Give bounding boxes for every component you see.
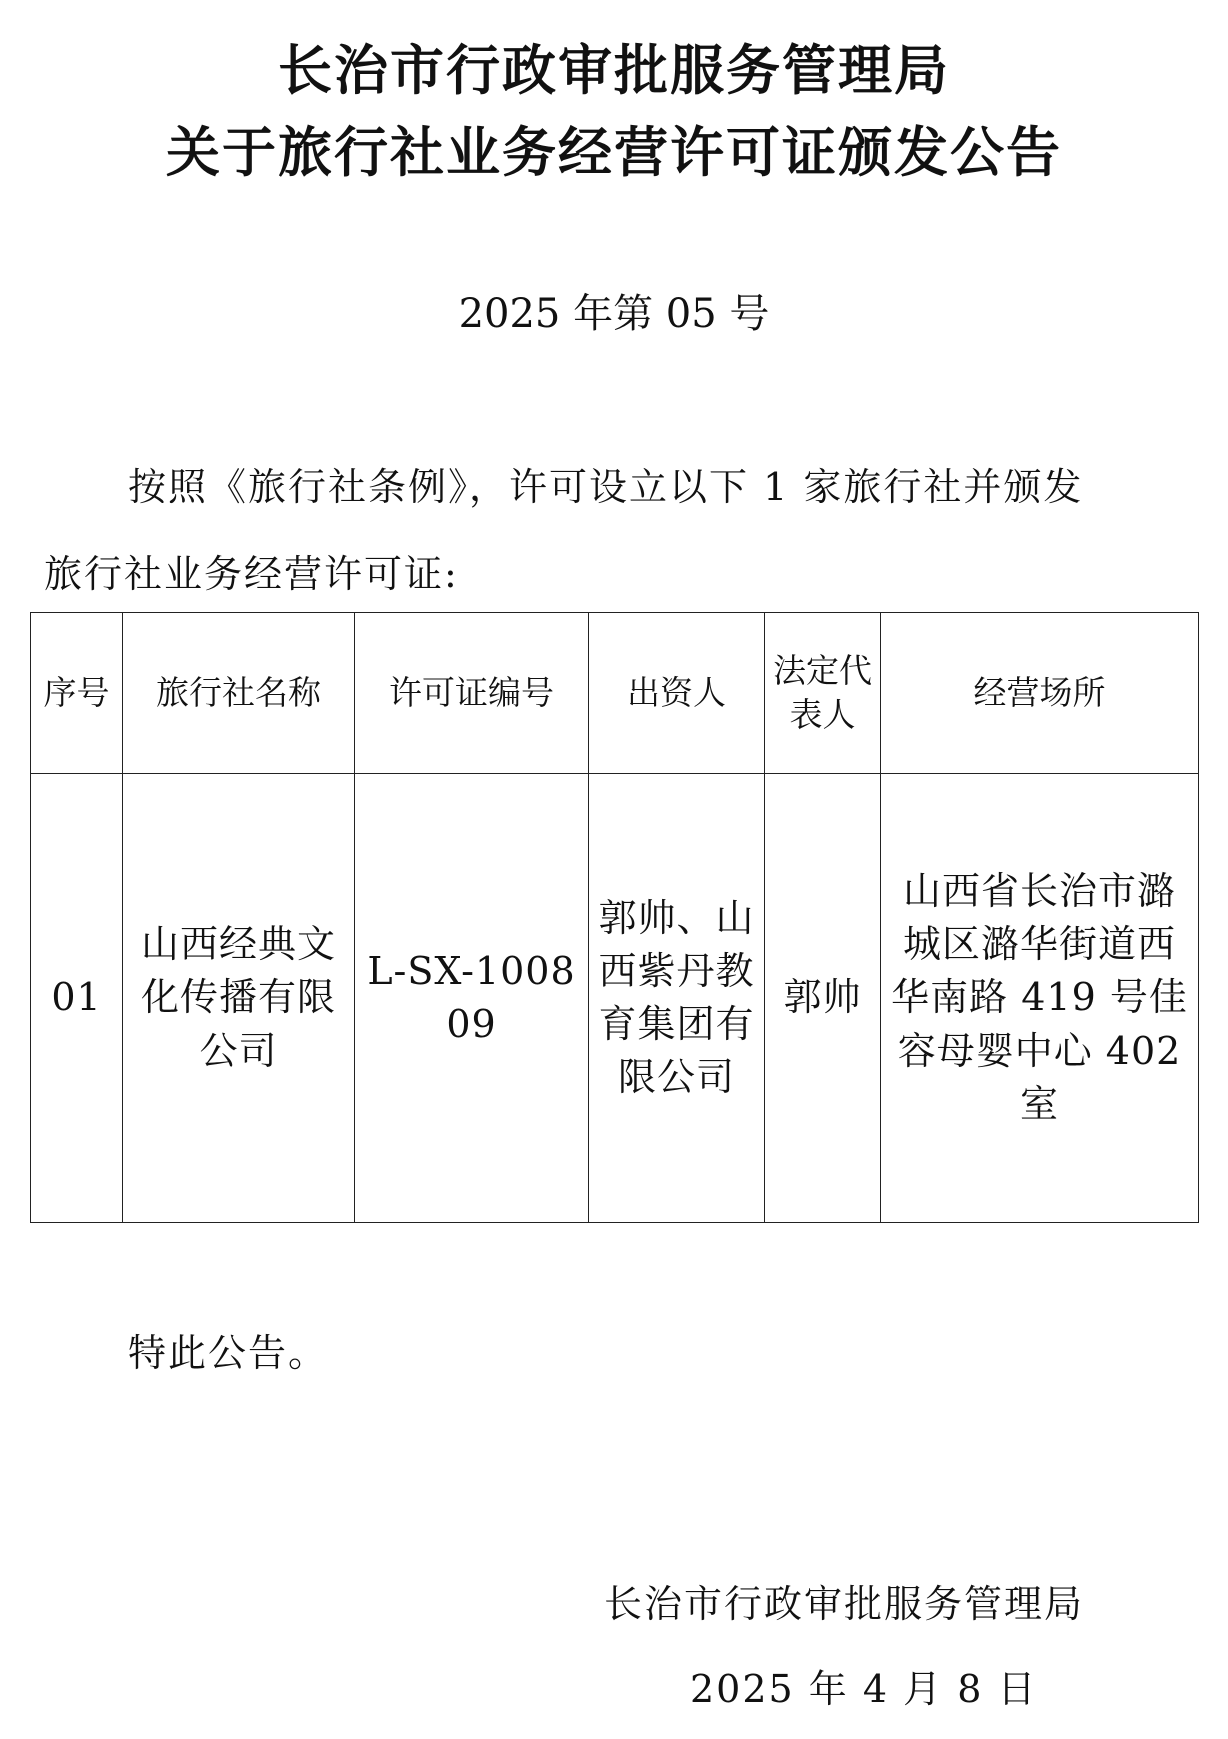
column-header-investor: 出资人 (589, 613, 765, 774)
intro-text-line-1: 按照《旅行社条例》，许可设立以下 1 家旅行社并颁发 (128, 465, 1084, 509)
column-header-seq: 序号 (31, 613, 123, 774)
table-row (31, 774, 1199, 1223)
document-number: 2025 年第 05 号 (458, 291, 770, 337)
column-header-agency-name: 旅行社名称 (123, 613, 355, 774)
column-header-legal-representative: 法定代表人 (765, 613, 881, 774)
license-table (30, 612, 1199, 1223)
cell-legal-representative: 郭帅 (765, 774, 881, 1223)
table-header-row (31, 613, 1199, 774)
cell-investor: 郭帅、山西紫丹教育集团有限公司 (589, 774, 765, 1223)
cell-business-address: 山西省长治市潞城区潞华街道西华南路 419 号佳容母婴中心 402 室 (881, 774, 1199, 1223)
signature-organization: 长治市行政审批服务管理局 (604, 1582, 1085, 1626)
title-line-1: 长治市行政审批服务管理局 (278, 39, 950, 102)
cell-license-number: L-SX-100809 (355, 774, 589, 1223)
intro-text-line-2: 旅行社业务经营许可证: (44, 552, 459, 596)
closing-statement: 特此公告。 (128, 1331, 329, 1375)
column-header-license-number: 许可证编号 (355, 613, 589, 774)
cell-seq: 01 (31, 774, 123, 1223)
cell-agency-name: 山西经典文化传播有限公司 (123, 774, 355, 1223)
column-header-business-address: 经营场所 (881, 613, 1199, 774)
signature-date: 2025 年 4 月 8 日 (690, 1667, 1038, 1711)
title-line-2: 关于旅行社业务经营许可证颁发公告 (166, 121, 1062, 184)
